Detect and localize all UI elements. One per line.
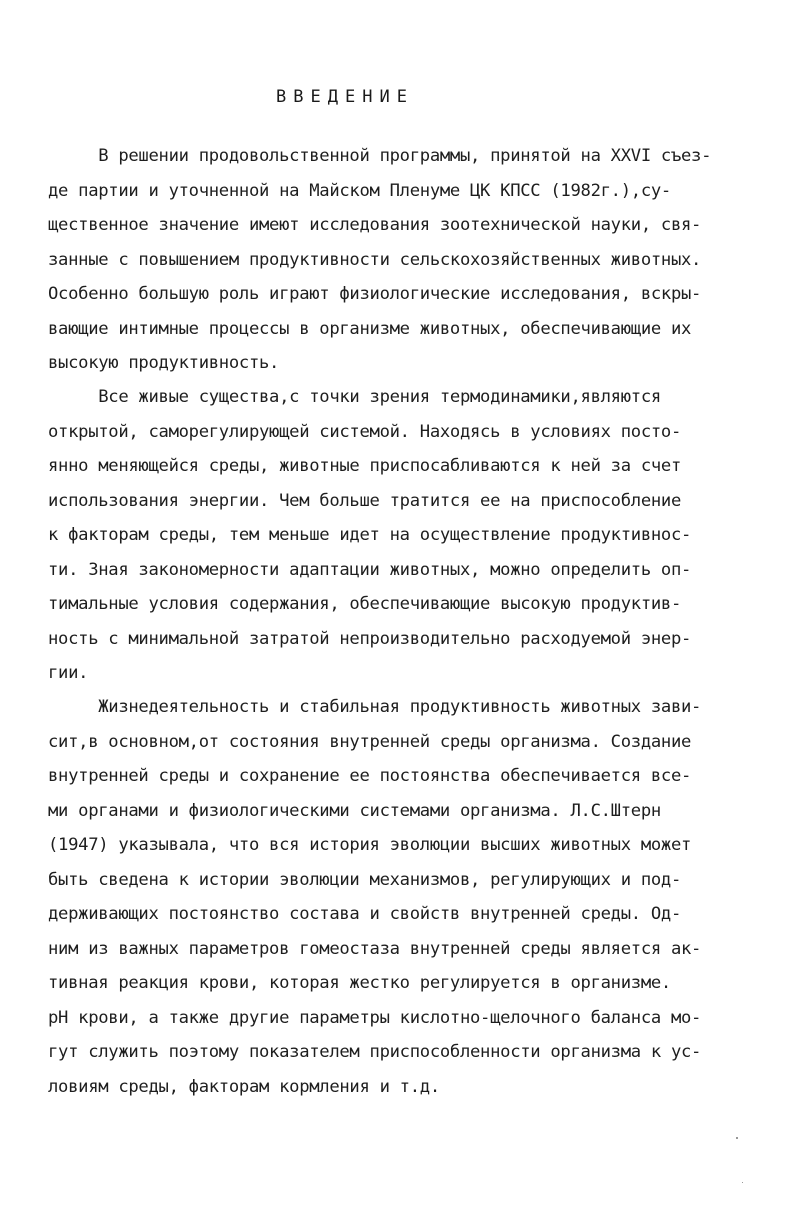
paragraph-3 — [48, 690, 768, 1104]
paragraph-line: Особенно большую роль играют физиологические исследования, вскры- — [48, 284, 702, 304]
paragraph-line: держивающих постоянство состава и свойств внутренней среды. Од- — [48, 904, 682, 924]
paragraph-line: ми органами и физиологическими системами организма. Л.С.Штерн — [48, 800, 661, 821]
paragraph-line: де партии и уточненной на Майском Пленуме ЦК КПСС (1982г.),су- — [48, 180, 671, 201]
paragraph-line: высокую продуктивность. — [48, 353, 280, 373]
paragraph-line: ловиям среды, факторам кормления и т.д. — [48, 1076, 440, 1097]
paragraph-line: Жизнедеятельность и стабильная продуктивность животных зави- — [48, 697, 702, 717]
paragraph-line: сит,в основном,от состояния внутренней среды организма. Создание — [48, 731, 692, 752]
paragraph-line: рН крови, а также другие параметры кислотно-щелочного баланса мо- — [48, 1007, 702, 1028]
paragraph-line: ти. Зная закономерности адаптации животных, можно определить оп- — [48, 559, 692, 580]
paragraph-line: тимальные условия содержания, обеспечивающие высокую продуктив- — [48, 594, 682, 614]
paragraph-line: ность с минимальной затратой непроизводительно расходуемой энер- — [48, 628, 692, 649]
paragraph-line: Все живые существа,с точки зрения термодинамики,являются — [48, 387, 661, 407]
paragraph-line: внутренней среды и сохранение ее постоянства обеспечивается все- — [48, 766, 692, 786]
paragraph-line: В решении продовольственной программы, принятой на ХХVI съез- — [48, 146, 712, 166]
paragraph-line: открытой, саморегулирующей системой. Находясь в условиях посто- — [48, 421, 682, 442]
paragraph-line: тивная реакция крови, которая жестко регулируется в организме. — [48, 973, 671, 993]
page-title: ВВЕДЕНИЕ — [276, 87, 414, 107]
paragraph-line: янно меняющейся среды, животные приспосабливаются к ней за счет — [48, 456, 682, 476]
paragraph-line: вающие интимные процессы в организме животных, обеспечивающие их — [48, 318, 692, 339]
paragraph-line: гии. — [48, 663, 89, 683]
paragraph-line: (1947) указывала, что вся история эволюции высших животных может — [48, 835, 692, 855]
paragraph-1 — [48, 139, 768, 381]
paragraph-line: использования энергии. Чем больше тратится ее на приспособление — [48, 490, 682, 511]
paragraph-line: занные с повышением продуктивности сельскохозяйственных животных. — [48, 249, 702, 270]
paragraph-line: щественное значение имеют исследования зоотехнической науки, свя- — [48, 215, 702, 235]
scan-speck — [742, 1182, 743, 1183]
paragraph-line: к факторам среды, тем меньше идет на осуществление продуктивнос- — [48, 525, 692, 545]
paragraph-2 — [48, 380, 768, 691]
paragraph-line: ним из важных параметров гомеостаза внутренней среды является ак- — [48, 938, 702, 959]
paragraph-line: быть сведена к истории эволюции механизмов, регулирующих и под- — [48, 869, 682, 890]
paragraph-line: гут служить поэтому показателем приспособленности организма к ус- — [48, 1042, 702, 1062]
scan-speck — [736, 1137, 738, 1139]
